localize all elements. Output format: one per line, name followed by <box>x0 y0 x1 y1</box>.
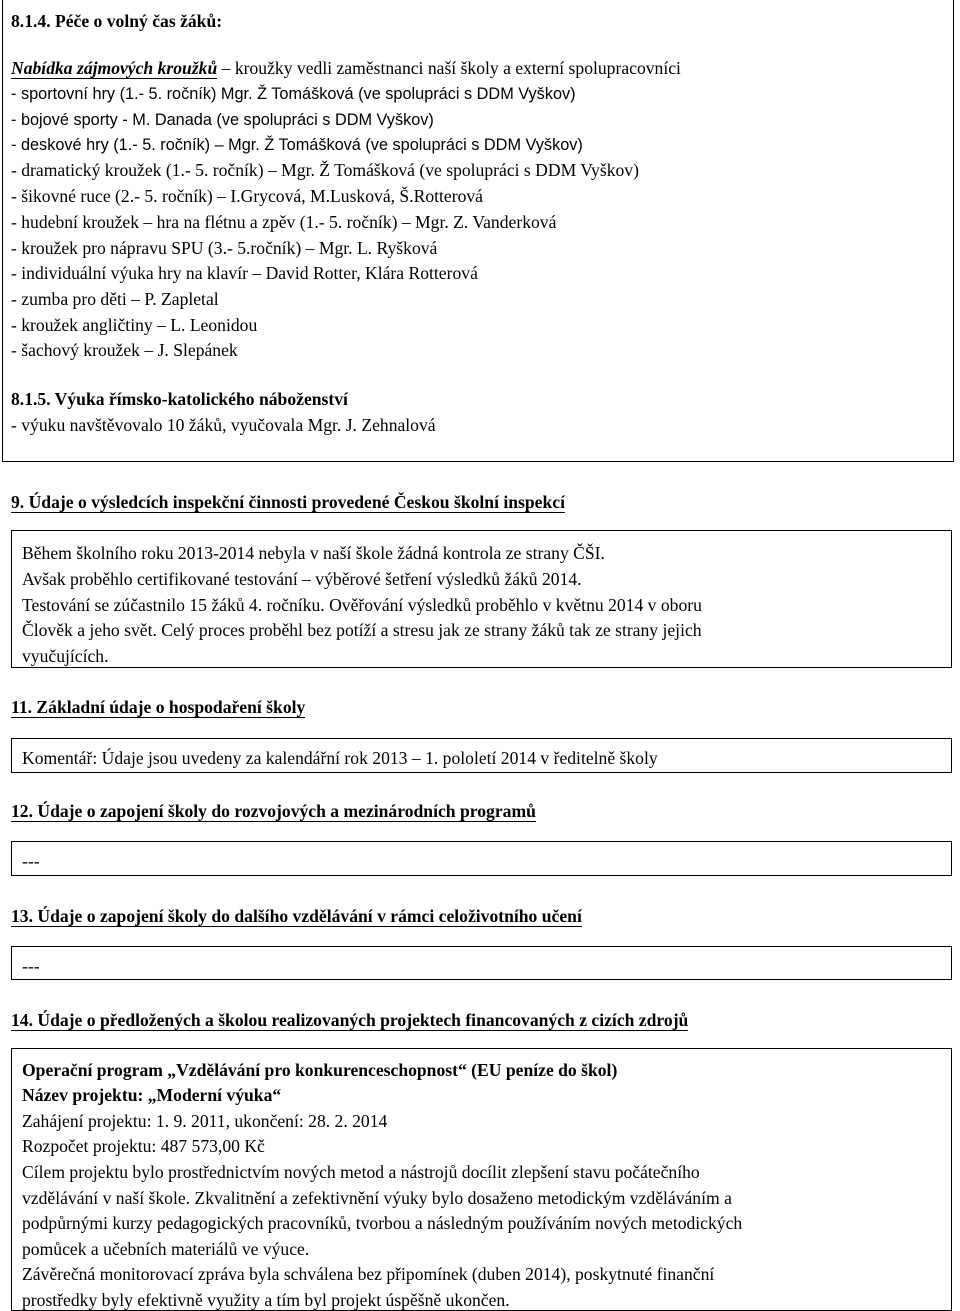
offer-text: – kroužky vedli zaměstnanci naší školy a externí spolupracovníci <box>217 58 681 78</box>
list-item: - zumba pro děti – P. Zapletal <box>11 289 219 309</box>
list-item: - šachový kroužek – J. Slepánek <box>11 340 238 360</box>
heading-11: 11. Základní údaje o hospodaření školy <box>11 697 306 717</box>
project-line: prostředky byly efektivně využity a tím byl projekt úspěšně ukončen. <box>22 1290 510 1310</box>
project-line: Závěrečná monitorovací zpráva byla schválena bez připomínek (duben 2014), poskytnuté finanční <box>22 1264 715 1284</box>
programs-value: --- <box>22 851 40 871</box>
heading-12: 12. Údaje o zapojení školy do rozvojových a mezinárodních programů <box>11 801 536 821</box>
section-12-box <box>11 841 952 876</box>
program-title: Operační program „Vzdělávání pro konkurenceschopnost“ (EU peníze do škol) <box>22 1060 618 1080</box>
list-item: - bojové sporty - M. Danada (ve spolupráci s DDM Vyškov) <box>11 111 434 129</box>
heading-8-1-4: 8.1.4. Péče o volný čas žáků: <box>11 11 223 31</box>
list-item: - šikovné ruce (2.- 5. ročník) – I.Grycová, M.Lusková, Š.Rotterová <box>11 186 483 206</box>
inspection-line: Člověk a jeho svět. Celý proces proběhl bez potíží a stresu jak ze strany žáků tak ze strany jejich <box>22 620 702 640</box>
project-line: Rozpočet projektu: 487 573,00 Kč <box>22 1136 265 1156</box>
offer-label: Nabídka zájmových kroužků <box>11 58 218 78</box>
project-line: vzdělávání v naší škole. Zkvalitnění a zefektivnění výuky bylo dosaženo metodickým vzděláváním a <box>22 1188 732 1208</box>
list-item: - dramatický kroužek (1.- 5. ročník) – Mgr. Ž Tomášková (ve spolupráci s DDM Vyškov) <box>11 160 639 180</box>
heading-9: 9. Údaje o výsledcích inspekční činnosti provedené Českou školní inspekcí <box>11 492 565 512</box>
project-line: Cílem projektu bylo prostřednictvím nových metod a nástrojů docílit zlepšení stavu počátečního <box>22 1162 700 1182</box>
inspection-line: vyučujících. <box>22 646 109 666</box>
religion-text: - výuku navštěvovalo 10 žáků, vyučovala Mgr. J. Zehnalová <box>11 415 436 435</box>
project-line: podpůrnými kurzy pedagogických pracovníků, tvorbou a následným používáním nových metodických <box>22 1213 743 1233</box>
inspection-line: Avšak proběhlo certifikované testování – výběrové šetření výsledků žáků 2014. <box>22 569 582 589</box>
heading-13: 13. Údaje o zapojení školy do dalšího vzdělávání v rámci celoživotního učení <box>11 906 582 926</box>
education-value: --- <box>22 956 40 976</box>
list-item: - sportovní hry (1.- 5. ročník) Mgr. Ž Tomášková (ve spolupráci s DDM Vyškov) <box>11 85 576 103</box>
project-line: pomůcek a učebních materiálů ve výuce. <box>22 1239 310 1259</box>
offer-line <box>11 58 681 79</box>
list-item: - kroužek pro nápravu SPU (3.- 5.ročník) – Mgr. L. Ryšková <box>11 238 438 258</box>
list-item: - hudební kroužek – hra na flétnu a zpěv (1.- 5. ročník) – Mgr. Z. Vanderková <box>11 212 557 232</box>
inspection-line: Testování se zúčastnilo 15 žáků 4. ročníku. Ověřování výsledků proběhlo v květnu 2014 v oboru <box>22 595 702 615</box>
economy-comment: Komentář: Údaje jsou uvedeny za kalendářní rok 2013 – 1. pololetí 2014 v ředitelně školy <box>22 748 658 768</box>
project-name: Název projektu: „Moderní výuka“ <box>22 1085 282 1105</box>
list-item: - individuální výuka hry na klavír – David Rotter, Klára Rotterová <box>11 263 478 283</box>
list-item: - deskové hry (1.- 5. ročník) – Mgr. Ž Tomášková (ve spolupráci s DDM Vyškov) <box>11 136 583 154</box>
heading-14: 14. Údaje o předložených a školou realizovaných projektech financovaných z cizích zdrojů <box>11 1010 689 1030</box>
list-item: - kroužek angličtiny – L. Leonidou <box>11 315 258 335</box>
section-13-box <box>11 946 952 980</box>
heading-8-1-5: 8.1.5. Výuka římsko-katolického náboženství <box>11 389 348 409</box>
project-line: Zahájení projektu: 1. 9. 2011, ukončení: 28. 2. 2014 <box>22 1111 388 1131</box>
inspection-line: Během školního roku 2013-2014 nebyla v naší škole žádná kontrola ze strany ČŠI. <box>22 543 605 563</box>
